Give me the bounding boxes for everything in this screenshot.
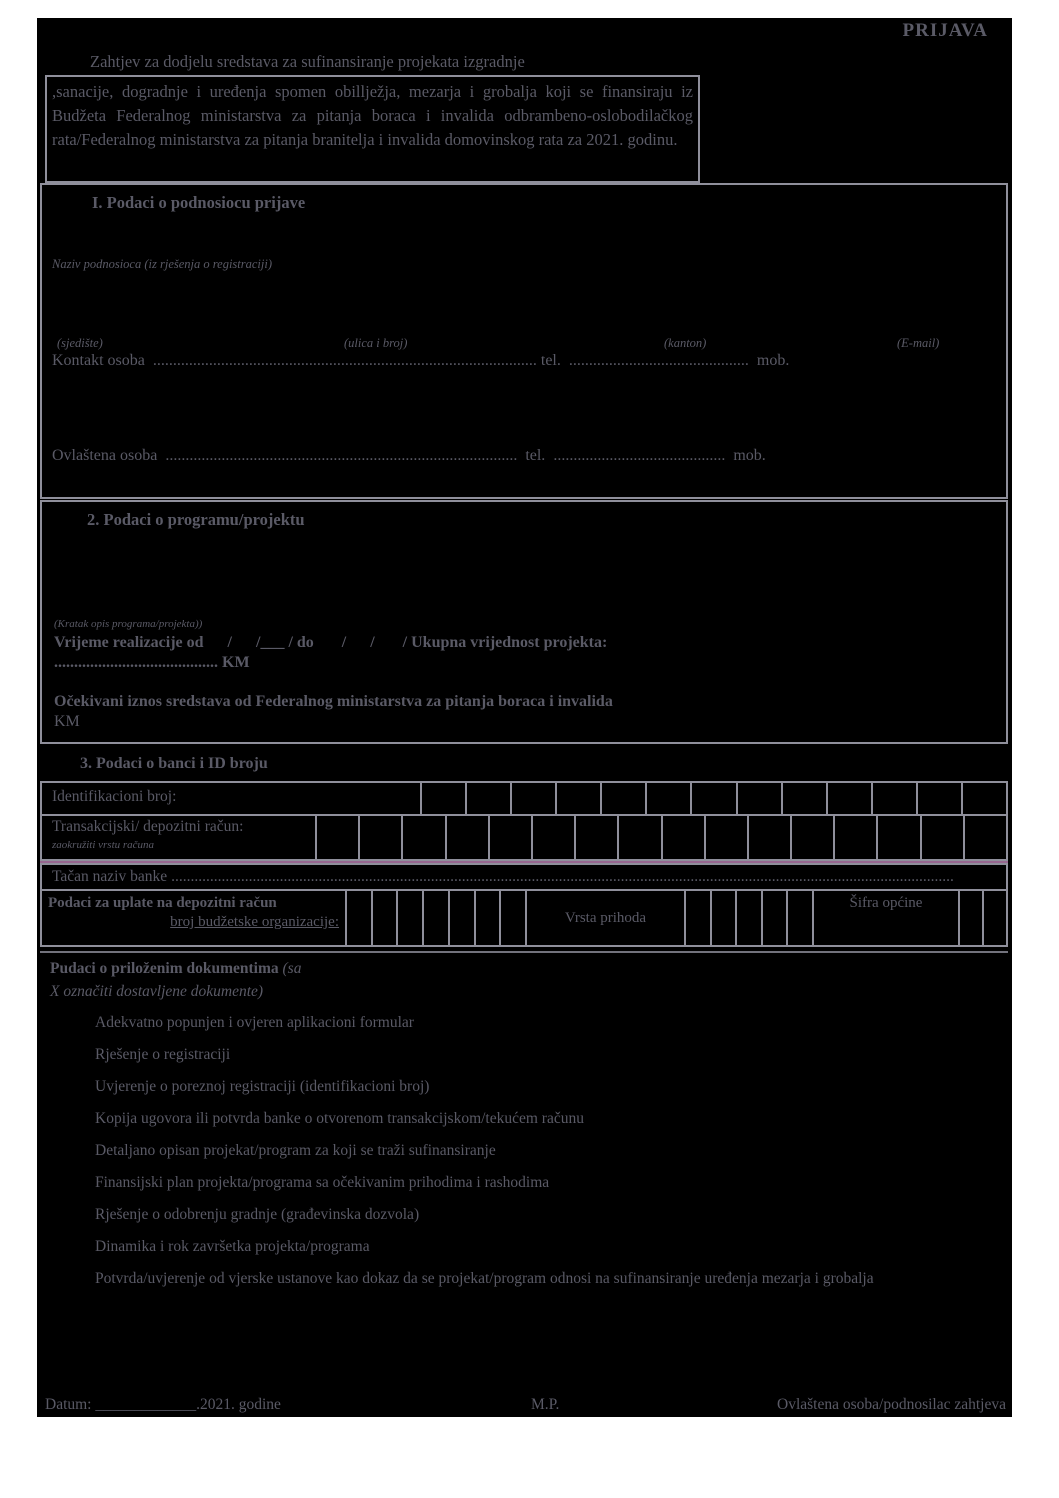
grid-cell[interactable] bbox=[781, 783, 826, 814]
circle-account-type-note: zaokružiti vrstu računa bbox=[52, 839, 155, 851]
km-label: KM bbox=[54, 713, 80, 730]
total-value-field[interactable]: ......................................... KM bbox=[54, 654, 250, 671]
grid-cell[interactable] bbox=[555, 783, 600, 814]
document-checklist-item: Dinamika i rok završetka projekta/programa bbox=[95, 1238, 370, 1255]
grid-cell[interactable] bbox=[474, 891, 500, 945]
grid-cell[interactable] bbox=[747, 816, 790, 859]
grid-cell[interactable] bbox=[531, 816, 574, 859]
authorized-person-line bbox=[52, 447, 766, 465]
grid-cell[interactable] bbox=[396, 891, 422, 945]
contact-mob-label: mob. bbox=[756, 352, 790, 369]
section-applicant-title: I. Podaci o podnosiocu prijave bbox=[92, 193, 306, 212]
footer bbox=[37, 1396, 1008, 1417]
street-label: (ulica i broj) bbox=[344, 336, 408, 350]
grid-cell[interactable] bbox=[790, 816, 833, 859]
grid-cell[interactable] bbox=[401, 816, 444, 859]
date-year-suffix: .2021. godine bbox=[196, 1396, 281, 1413]
grid-cell[interactable] bbox=[345, 891, 371, 945]
authorized-signature-label: Ovlaštena osoba/podnosilac zahtjeva bbox=[777, 1396, 1006, 1413]
attached-documents-heading-italic: (sa bbox=[278, 960, 302, 977]
section-project-box bbox=[40, 500, 1008, 744]
transaction-account-cells[interactable] bbox=[315, 816, 1006, 859]
grid-cell[interactable] bbox=[445, 816, 488, 859]
grid-cell[interactable] bbox=[690, 783, 735, 814]
section-applicant-box bbox=[40, 183, 1008, 499]
contact-person-line bbox=[52, 352, 789, 370]
grid-cell[interactable] bbox=[961, 783, 1006, 814]
grid-cell[interactable] bbox=[465, 783, 510, 814]
seat-label: (sjedište) bbox=[57, 336, 103, 350]
mark-documents-note: X označiti dostavljene dokumente) bbox=[50, 983, 264, 1000]
authorized-mob-label: mob. bbox=[733, 447, 766, 464]
grid-cell[interactable] bbox=[499, 891, 525, 945]
form-title: PRIJAVA bbox=[902, 20, 988, 41]
bank-name-label: Tačan naziv banke bbox=[52, 868, 168, 885]
authorized-tel-field[interactable]: ........................................... bbox=[553, 447, 726, 464]
grid-cell[interactable] bbox=[645, 783, 690, 814]
grid-cell[interactable] bbox=[871, 783, 916, 814]
deposit-payment-label bbox=[42, 891, 345, 945]
section-project-title: 2. Podaci o programu/projektu bbox=[87, 510, 305, 529]
grid-cell[interactable] bbox=[735, 891, 761, 945]
table-bottom-line bbox=[40, 951, 1008, 953]
document-checklist-item: Potvrda/uvjerenje od vjerske ustanove kao dokaz da se projekat/program odnosi na sufinansiranje uređenja mezarja i grobalja bbox=[95, 1270, 874, 1287]
attached-documents-heading bbox=[50, 960, 301, 978]
grid-cell[interactable] bbox=[786, 891, 812, 945]
bank-name-field[interactable]: .......................................................................................................................................................................................................... bbox=[171, 868, 954, 885]
grid-cell[interactable] bbox=[617, 816, 660, 859]
grid-cell[interactable] bbox=[876, 816, 919, 859]
grid-cell[interactable] bbox=[448, 891, 474, 945]
attached-documents-heading-bold: Pudaci o priloženim dokumentima bbox=[50, 960, 279, 977]
document-checklist-item: Detaljano opisan projekat/program za koji se traži sufinansiranje bbox=[95, 1142, 496, 1159]
grid-cell[interactable] bbox=[684, 891, 710, 945]
authorized-person-field[interactable]: ........................................................................................ bbox=[165, 447, 518, 464]
realization-time-line[interactable]: Vrijeme realizacije od / /___ / do / / / Ukupna vrijednost projekta: bbox=[54, 634, 608, 651]
applicant-name-label: Naziv podnosioca (iz rješenja o registraciji) bbox=[52, 257, 273, 271]
grid-cell[interactable] bbox=[916, 783, 961, 814]
deposit-payment-line1: Podaci za uplate na depozitni račun bbox=[48, 895, 277, 911]
grid-cell[interactable] bbox=[963, 816, 1006, 859]
date-line bbox=[45, 1396, 281, 1414]
document-area bbox=[37, 18, 1012, 1417]
identification-number-cells[interactable] bbox=[420, 783, 1006, 814]
grid-cell[interactable] bbox=[488, 816, 531, 859]
municipality-code-label: Šifra općine bbox=[812, 891, 958, 945]
grid-cell[interactable] bbox=[315, 816, 358, 859]
grid-cell[interactable] bbox=[510, 783, 555, 814]
stamp-placeholder: M.P. bbox=[531, 1396, 560, 1413]
grid-cell[interactable] bbox=[710, 891, 736, 945]
contact-person-label: Kontakt osoba bbox=[52, 352, 145, 369]
document-checklist-item: Adekvatno popunjen i ovjeren aplikacioni formular bbox=[95, 1014, 414, 1031]
grid-cell[interactable] bbox=[358, 816, 401, 859]
grid-cell[interactable] bbox=[574, 816, 617, 859]
deposit-payment-row bbox=[40, 889, 1008, 947]
grid-cell[interactable] bbox=[371, 891, 397, 945]
document-checklist-item: Uvjerenje o poreznoj registraciji (identifikacioni broj) bbox=[95, 1078, 430, 1095]
grid-cell[interactable] bbox=[761, 891, 787, 945]
grid-cell[interactable] bbox=[982, 891, 1006, 945]
municipality-code-cells[interactable] bbox=[958, 891, 1006, 945]
transaction-account-text: Transakcijski/ depozitni račun: bbox=[52, 818, 244, 835]
contact-tel-field[interactable]: ............................................. bbox=[568, 352, 749, 369]
contact-tel-label: tel. bbox=[540, 352, 561, 369]
budget-organization-cells[interactable] bbox=[345, 891, 525, 945]
grid-cell[interactable] bbox=[736, 783, 781, 814]
email-label: (E-mail) bbox=[897, 336, 940, 350]
grid-cell[interactable] bbox=[958, 891, 982, 945]
revenue-type-cells[interactable] bbox=[684, 891, 812, 945]
identification-number-row bbox=[40, 781, 1008, 816]
intro-paragraph: ,sanacije, dogradnje i uređenja spomen obillježja, mezarja i grobalja koji se finansiraju iz Budžeta Federalnog ministarstva za pitanja boraca i invalida odbrambeno-oslobodilačkog rata/Federalnog ministarstva za pitanja branitelja i invalida domovinskog rata za 2021. godinu. bbox=[52, 82, 693, 149]
grid-cell[interactable] bbox=[422, 891, 448, 945]
document-checklist-item: Finansijski plan projekta/programa sa očekivanim prihodima i rashodima bbox=[95, 1174, 550, 1191]
canton-label: (kanton) bbox=[664, 336, 707, 350]
grid-cell[interactable] bbox=[920, 816, 963, 859]
intro-line: Zahtjev za dodjelu sredstava za sufinansiranje projekata izgradnje bbox=[90, 52, 525, 71]
document-checklist-item: Rješenje o registraciji bbox=[95, 1046, 231, 1063]
authorized-tel-label: tel. bbox=[525, 447, 546, 464]
grid-cell[interactable] bbox=[704, 816, 747, 859]
bank-name-row bbox=[40, 863, 1008, 891]
document-checklist bbox=[95, 1013, 977, 1301]
date-label: Datum: bbox=[45, 1396, 92, 1413]
short-description-label: (Kratak opis programa/projekta)) bbox=[54, 618, 203, 630]
budget-organization-line2: broj budžetske organizacije: bbox=[170, 914, 339, 930]
revenue-type-label: Vrsta prihoda bbox=[525, 891, 684, 945]
identification-number-label: Identifikacioni broj: bbox=[52, 788, 177, 805]
transaction-account-row bbox=[40, 814, 1008, 861]
grid-cell[interactable] bbox=[833, 816, 876, 859]
grid-cell[interactable] bbox=[600, 783, 645, 814]
grid-cell[interactable] bbox=[420, 783, 465, 814]
contact-person-field[interactable]: ................................................................................................ bbox=[152, 352, 537, 369]
authorized-person-label: Ovlaštena osoba bbox=[52, 447, 158, 464]
date-field[interactable]: _____________ bbox=[95, 1396, 197, 1413]
document-checklist-item: Rješenje o odobrenju gradnje (građevinska dozvola) bbox=[95, 1206, 420, 1223]
transaction-account-label bbox=[42, 816, 315, 859]
grid-cell[interactable] bbox=[661, 816, 704, 859]
document-checklist-item: Kopija ugovora ili potvrda banke o otvorenom transakcijskom/tekućem računu bbox=[95, 1110, 584, 1127]
section-bank-title: 3. Podaci o banci i ID broju bbox=[80, 755, 268, 772]
expected-amount-label: Očekivani iznos sredstava od Federalnog ministarstva za pitanja boraca i invalida bbox=[54, 693, 613, 710]
intro-paragraph-box bbox=[45, 75, 700, 183]
grid-cell[interactable] bbox=[826, 783, 871, 814]
